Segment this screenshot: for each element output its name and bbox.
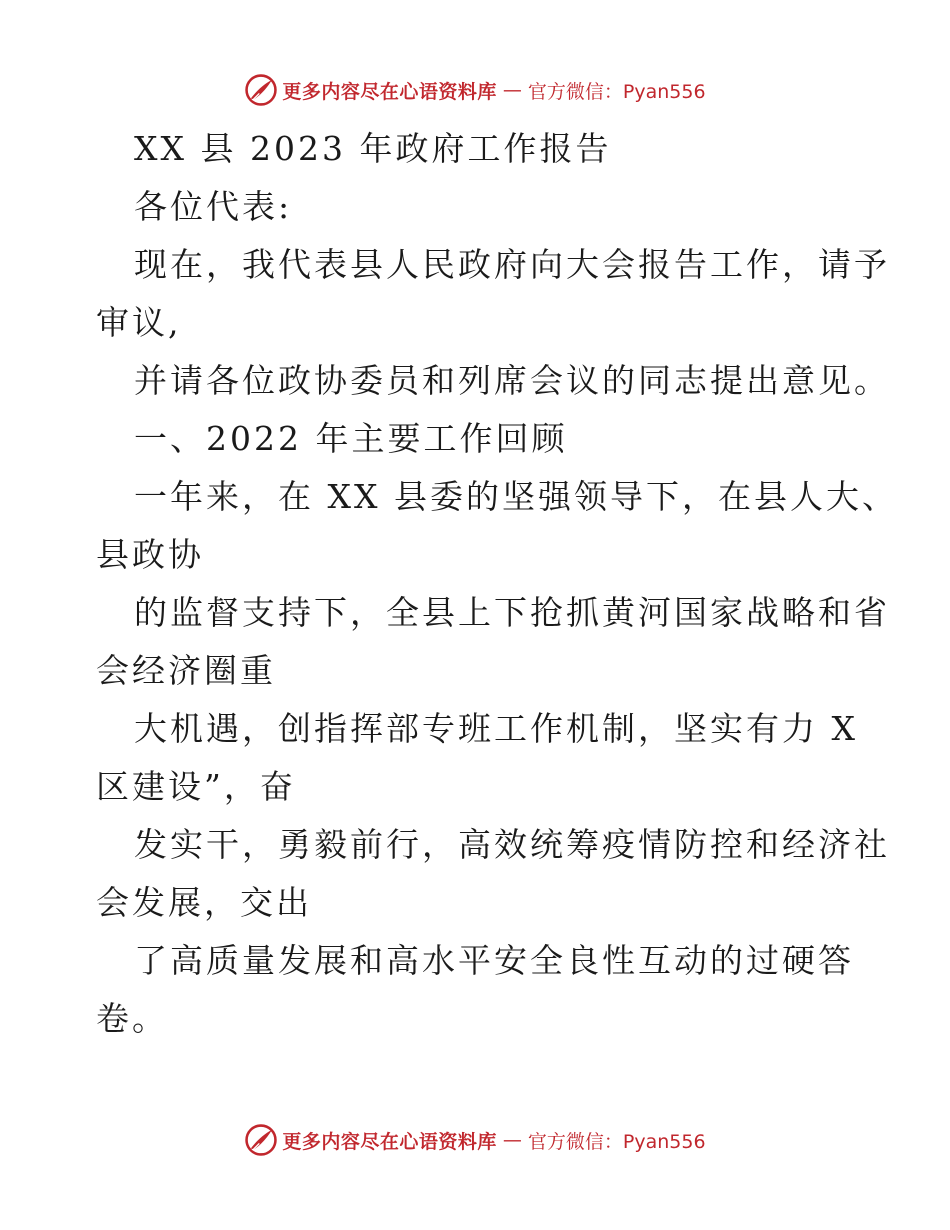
paragraph-line: 县政协: [96, 535, 204, 574]
paragraph-line: 一年来，在 XX 县委的坚强领导下，在县人大、: [134, 477, 898, 516]
paragraph-line: 审议,: [96, 303, 182, 342]
salutation: 各位代表:: [134, 187, 293, 226]
footer-banner-content: [244, 1123, 705, 1157]
paragraph-line: 发实干，勇毅前行，高效统筹疫情防控和经济社: [134, 825, 890, 864]
paragraph-line: 了高质量发展和高水平安全良性互动的过硬答: [134, 941, 854, 980]
paragraph-line: 卷。: [96, 999, 168, 1038]
banner-contact: 官方微信：Pyan556: [527, 80, 706, 103]
paragraph-line: 会经济圈重: [96, 651, 276, 690]
paragraph-line: 区建设”，奋: [96, 767, 296, 806]
banner-contact: 官方微信：Pyan556: [527, 1130, 706, 1153]
header-banner-content: [244, 73, 705, 107]
header-watermark-banner: [0, 70, 950, 110]
paragraph-line: 并请各位政协委员和列席会议的同志提出意见。: [134, 361, 890, 400]
banner-dash: —: [502, 1129, 522, 1151]
paragraph-line: 会发展，交出: [96, 883, 312, 922]
paragraph-line: 现在，我代表县人民政府向大会报告工作，请予: [134, 245, 890, 284]
document-title: XX 县 2023 年政府工作报告: [134, 129, 612, 168]
paragraph-line: 的监督支持下，全县上下抢抓黄河国家战略和省: [134, 593, 890, 632]
footer-watermark-banner: [0, 1120, 950, 1160]
banner-dash: —: [502, 79, 522, 101]
quill-pen-logo-icon: [244, 73, 278, 107]
paragraph-line: 大机遇，创指挥部专班工作机制，坚实有力 X: [134, 709, 858, 748]
banner-text: 更多内容尽在心语资料库: [282, 80, 497, 103]
section-heading: 一、2022 年主要工作回顾: [134, 419, 568, 458]
quill-pen-logo-icon: [244, 1123, 278, 1157]
banner-text: 更多内容尽在心语资料库: [282, 1130, 497, 1153]
